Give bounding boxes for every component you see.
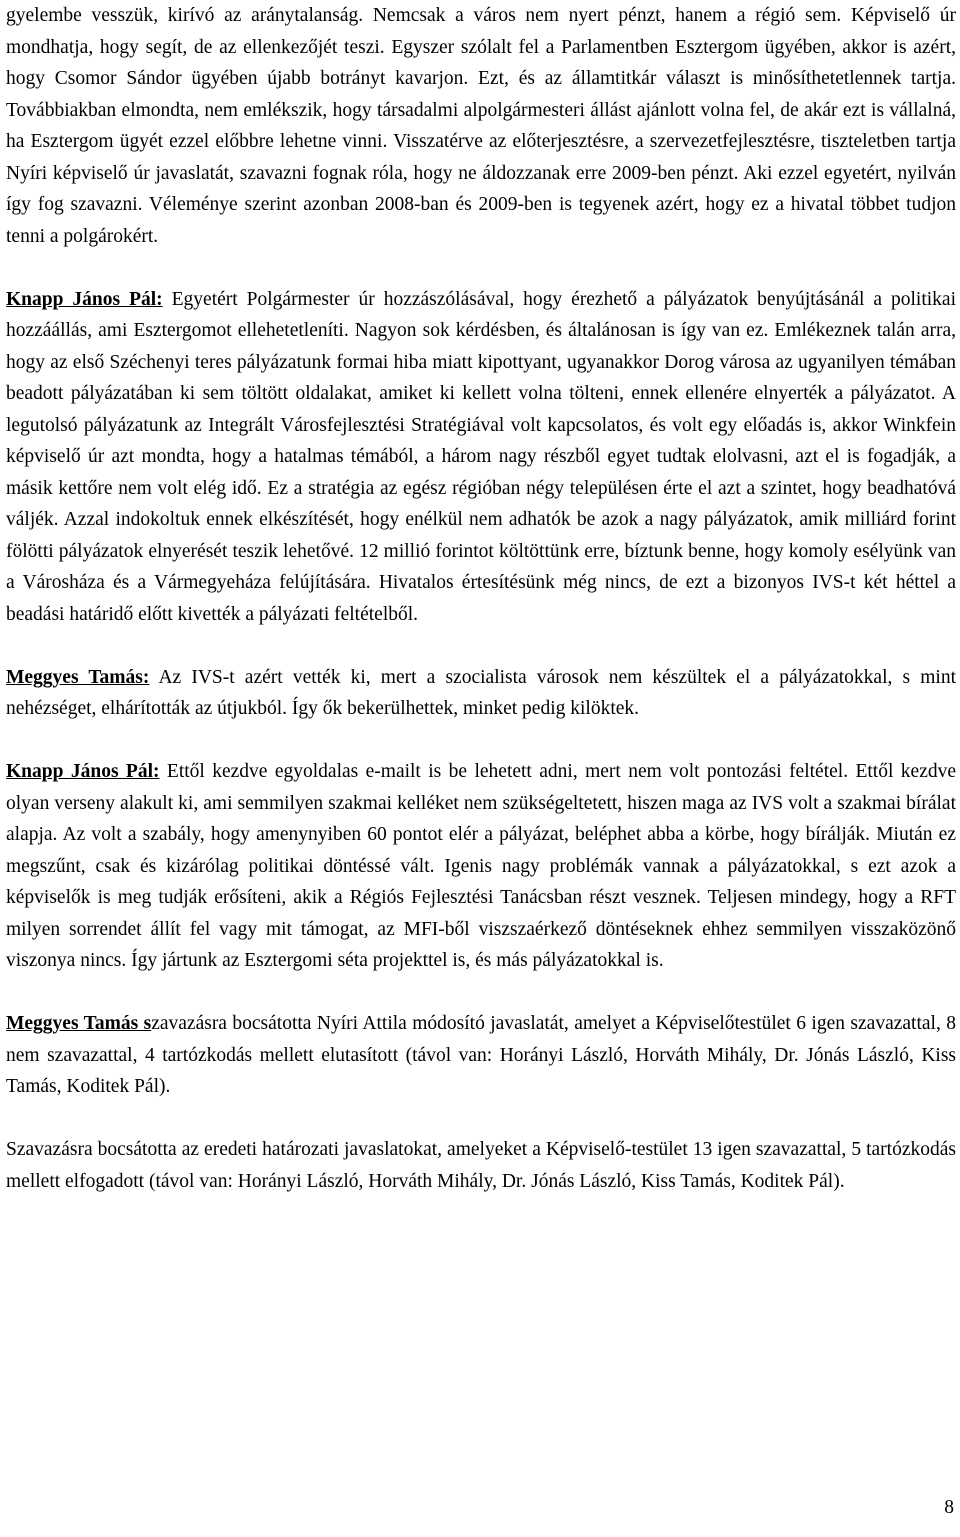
paragraph-text: Szavazásra bocsátotta az eredeti határozati javaslatokat, amelyeket a Képviselő-testület 13 igen szavazattal, 5 tartózkodás mellett elfogadott (távol van: Horányi László, Horváth Mihály, Dr. Jónás László, Kiss Tamás, Koditek Pál). [6, 1139, 956, 1192]
paragraph-1 [6, 0, 956, 252]
paragraph-text: Az IVS-t azért vették ki, mert a szocialista városok nem készültek el a pályázatokkal, s mint nehézséget, elhárították az útjukból. Így ők bekerülhettek, minket pedig kilöktek. [6, 666, 956, 719]
document-body [6, 0, 956, 1229]
paragraph-2 [6, 284, 956, 631]
speaker-name: Knapp János Pál: [6, 288, 163, 310]
speaker-name: Knapp János Pál: [6, 761, 160, 782]
paragraph-6 [6, 1134, 956, 1197]
speaker-name: Meggyes Tamás: [6, 666, 150, 688]
speaker-name: Meggyes Tamás s [6, 1013, 152, 1034]
page-number: 8 [944, 1497, 954, 1518]
paragraph-text: zavazásra bocsátotta Nyíri Attila módosító javaslatát, amelyet a Képviselőtestület 6 igen szavazattal, 8 nem szavazattal, 4 tartózkodás mellett elutasított (távol van: Horányi László, Horváth Mihály, Dr. Jónás László, Kiss Tamás, Koditek Pál). [6, 1013, 956, 1097]
paragraph-text: Egyetért Polgármester úr hozzászólásával, hogy érezhető a pályázatok benyújtásánál a politikai hozzáállás, ami Esztergomot ellehetetleníti. Nagyon sok kérdésben, és általánosan is így van ez. Emlékeznek talán arra, hogy az első Széchenyi teres pályázatunk formai hiba miatt kipottyant, ugyanakkor Dorog városa az ugyanilyen témában beadott pályázatában ki sem töltött oldalakat, amiket ki kellett volna tölteni, ennek ellenére elnyerték a pályázatot. A legutolsó pályázatunk az Integrált Városfejlesztési Stratégiával volt kapcsolatos, és volt egy előadás is, akkor Winkfein képviselő úr azt mondta, hogy a hatalmas témából, a három nagy részből egyet tudtak elolvasni, azt el is fogadják, a másik kettőre nem volt elég idő. Ez a stratégia az egész régióban négy településen érte el azt a szintet, hogy beadhatóvá váljék. Azzal indokoltuk ennek elkészítését, hogy enélkül nem adhatók be azok a nagy pályázatok, amik milliárd forint fölötti pályázatok elnyerését teszik lehetővé. 12 millió forintot költöttünk erre, bíztunk benne, hogy komoly esélyünk van a Városháza és a Vármegyeháza felújítására. Hivatalos értesítésünk még nincs, de ezt a bizonyos IVS-t két héttel a beadási határidő előtt kivették a pályázati feltételből. [6, 288, 956, 625]
paragraph-3 [6, 662, 956, 725]
paragraph-5 [6, 1008, 956, 1103]
paragraph-4 [6, 756, 956, 977]
paragraph-text: Ettől kezdve egyoldalas e-mailt is be lehetett adni, mert nem volt pontozási feltétel. Ettől kezdve olyan verseny alakult ki, ami semmilyen szakmai kelléket nem szükségeltetett, hiszen maga az IVS volt a szakmai bírálat alapja. Az volt a szabály, hogy amenynyiben 60 pontot elér a pályázat, beléphet abba a körbe, hogy bírálják. Miután ez megszűnt, csak és kizárólag politikai döntéssé vált. Igenis nagy problémák vannak a pályázatokkal, s ezt azok a képviselők is meg tudják erősíteni, akik a Régiós Fejlesztési Tanácsban részt vesznek. Teljesen mindegy, hogy a RFT milyen sorrendet állít fel vagy mit támogat, az MFI-ből viszszaérkező döntéseknek ehhez semmilyen visszaközönő viszonya nincs. Így jártunk az Esztergomi séta projekttel is, és más pályázatokkal is. [6, 761, 956, 971]
paragraph-text: gyelembe vesszük, kirívó az aránytalanság. Nemcsak a város nem nyert pénzt, hanem a régió sem. Képviselő úr mondhatja, hogy segít, de az ellenkezőjét teszi. Egyszer szólalt fel a Parlamentben Esztergom ügyében, akkor is azért, hogy Csomor Sándor ügyében újabb botrányt kavarjon. Ezt, és az államtitkár választ is minősíthetetlennek tartja. Továbbiakban elmondta, nem emlékszik, hogy társadalmi alpolgármesteri állást ajánlott volna fel, de akár ezt is vállalná, ha Esztergom ügyét ezzel előbbre lehetne vinni. Visszatérve az előterjesztésre, a szervezetfejlesztésre, tiszteletben tartja Nyíri képviselő úr javaslatát, szavazni fognak róla, hogy ne áldozzanak erre 2009-ben pénzt. Aki ezzel egyetért, nyilván így fog szavazni. Véleménye szerint azonban 2008-ban és 2009-ben is tegyenek azért, hogy ez a hivatal többet tudjon tenni a polgárokért. [6, 5, 956, 247]
